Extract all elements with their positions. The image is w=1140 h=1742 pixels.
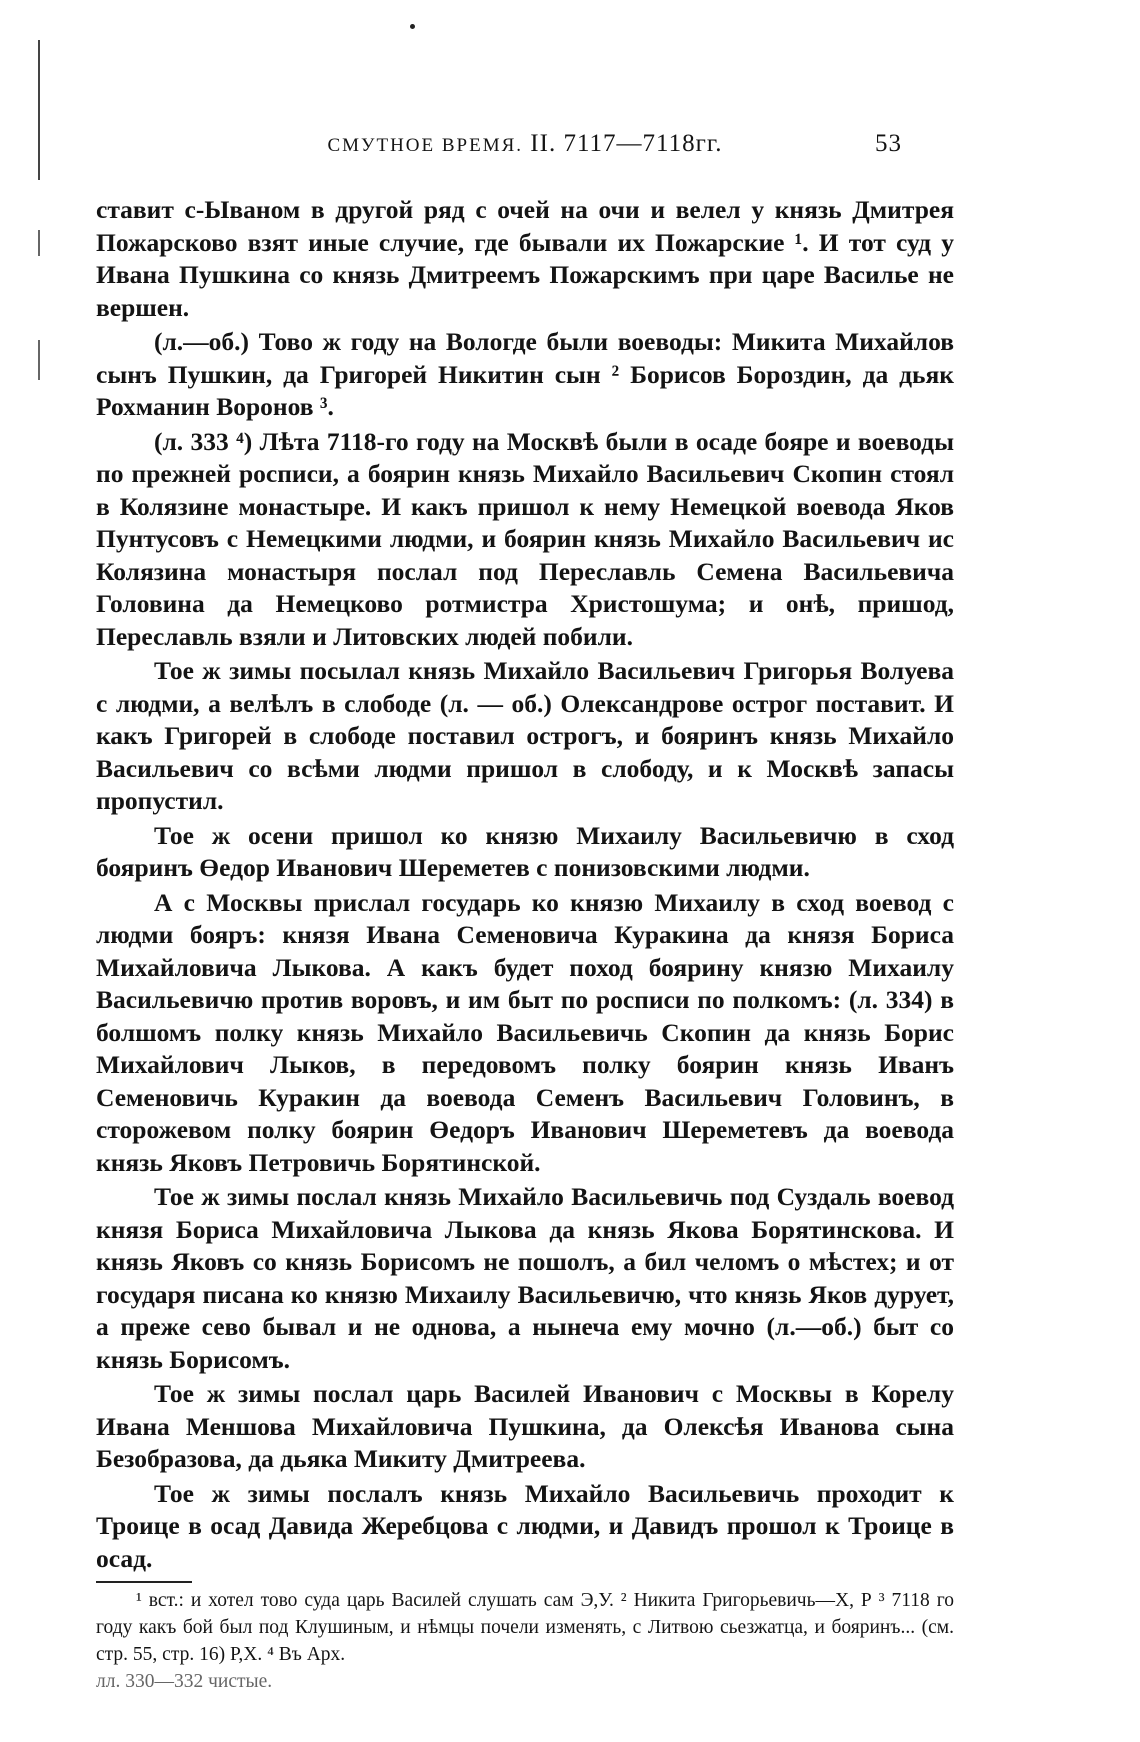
paragraph: Тое ж зимы послал царь Василей Иванович с Москвы в Корелу Ивана Меншова Михайловича Пушкина, да Олексѣя Иванова сына Безобразова, да дьяка Микиту Дмитреева. <box>96 1379 954 1473</box>
binding-edge-mark <box>38 230 40 256</box>
book-page <box>96 118 954 1695</box>
main-text <box>96 194 954 1575</box>
page-number: 53 <box>875 130 902 157</box>
paragraph: ставит с-Ываном в другой ряд с очей на очи и велел у князь Дмитрея Пожарсково взят иные случие, где бывали их Пожарские ¹. И тот суд у Ивана Пушкина со князь Дмитреемъ Пожарскимъ при царе Василье не вершен. <box>96 195 954 322</box>
binding-edge-mark <box>38 340 40 380</box>
paragraph: Тое ж зимы послал князь Михайло Васильевичь под Суздаль воевод князя Бориса Михайловича Лыкова да князь Якова Борятинскова. И князь Яковъ со князь Борисомъ не пошолъ, а бил челомъ о мѣстех; и от государя писана ко князю Михаилу Васильевичю, что князь Яков дурует, а преже сево бывал и не однова, а нынеча ему мочно (л.—об.) быт со князь Борисомъ. <box>96 1182 954 1374</box>
paragraph: Тое ж зимы послалъ князь Михайло Васильевичь проходит к Троице в осад Давида Жеребцова с людми, и Давидъ прошол к Троице в осад. <box>96 1478 954 1573</box>
paragraph: (л.—об.) Тово ж году на Вологде были воеводы: Микита Михайлов сынъ Пушкин, да Григорей Никитин сын ² Борисов Бороздин, да дьяк Рохманин Воронов ³. <box>96 327 954 421</box>
ink-dot <box>410 24 415 29</box>
running-title-main: СМУТНОЕ ВРЕМЯ. <box>327 135 524 156</box>
footnote-text-last: лл. 330—332 чистые. <box>96 1671 273 1692</box>
footnote-text: ¹ вст.: и хотел тово суда царь Василей слушать сам Э,У. ² Никита Григорьевичь—Х, Р ³ 7118 го году какъ бой был под Клушиным, и нѣмцы почели изменять, с Литвою сьезжатца, и бояринъ... (см. стр. 55, стр. 16) Р,Х. ⁴ Въ Арх. <box>96 1590 954 1665</box>
footnote-separator <box>96 1581 192 1583</box>
paragraph: Тое ж зимы посылал князь Михайло Васильевич Григорья Волуева с людми, а велѣлъ в слободе (л. — об.) Олександрове острог поставит. И какъ Григорей в слободе поставил острогъ, и бояринъ князь Михайло Васильевич со всѣми людми пришол в слободу, и к Москвѣ запасы пропустил. <box>96 656 954 815</box>
paragraph: А с Москвы прислал государь ко князю Михаилу в сход воевод с людми бояръ: князя Ивана Семеновича Куракина да князя Бориса Михайловича Лыкова. А какъ будет поход боярину князю Михаилу Васильевичю против воровъ, и им быт по росписи по полкомъ: (л. 334) в болшомъ полку князь Михайло Васильевичь Скопин да князь Борис Михайлович Лыков, в передовомъ полку боярин князь Иванъ Семеновичь Куракин да воевода Семенъ Васильевич Головинъ, в сторожевом полку боярин Өедоръ Иванович Шереметевъ да воевода князь Яковъ Петровичь Борятинской. <box>96 887 954 1177</box>
binding-edge-line <box>38 40 40 180</box>
footnotes <box>96 1587 954 1695</box>
running-head <box>96 118 954 168</box>
paragraph: Тое ж осени пришол ко князю Михаилу Васильевичю в сход бояринъ Өедор Иванович Шереметев с понизовскими людми. <box>96 820 954 882</box>
paragraph: (л. 333 ⁴) Лѣта 7118-го году на Москвѣ были в осаде бояре и воеводы по прежней росписи, а боярин князь Михайло Васильевич Скопин стоял в Колязине монастыре. И какъ пришол к нему Немецкой воевода Яков Пунтусовъ с Немецкими людми, и боярин князь Михайло Васильевич ис Колязина монастыря послал под Переславль Семена Васильевича Головина да Немецково ротмистра Христошума; и онѣ, пришод, Переславль взяли и Литовских людей побили. <box>96 426 954 651</box>
running-title <box>96 130 954 158</box>
running-title-years: II. 7117—7118гг. <box>523 130 723 157</box>
